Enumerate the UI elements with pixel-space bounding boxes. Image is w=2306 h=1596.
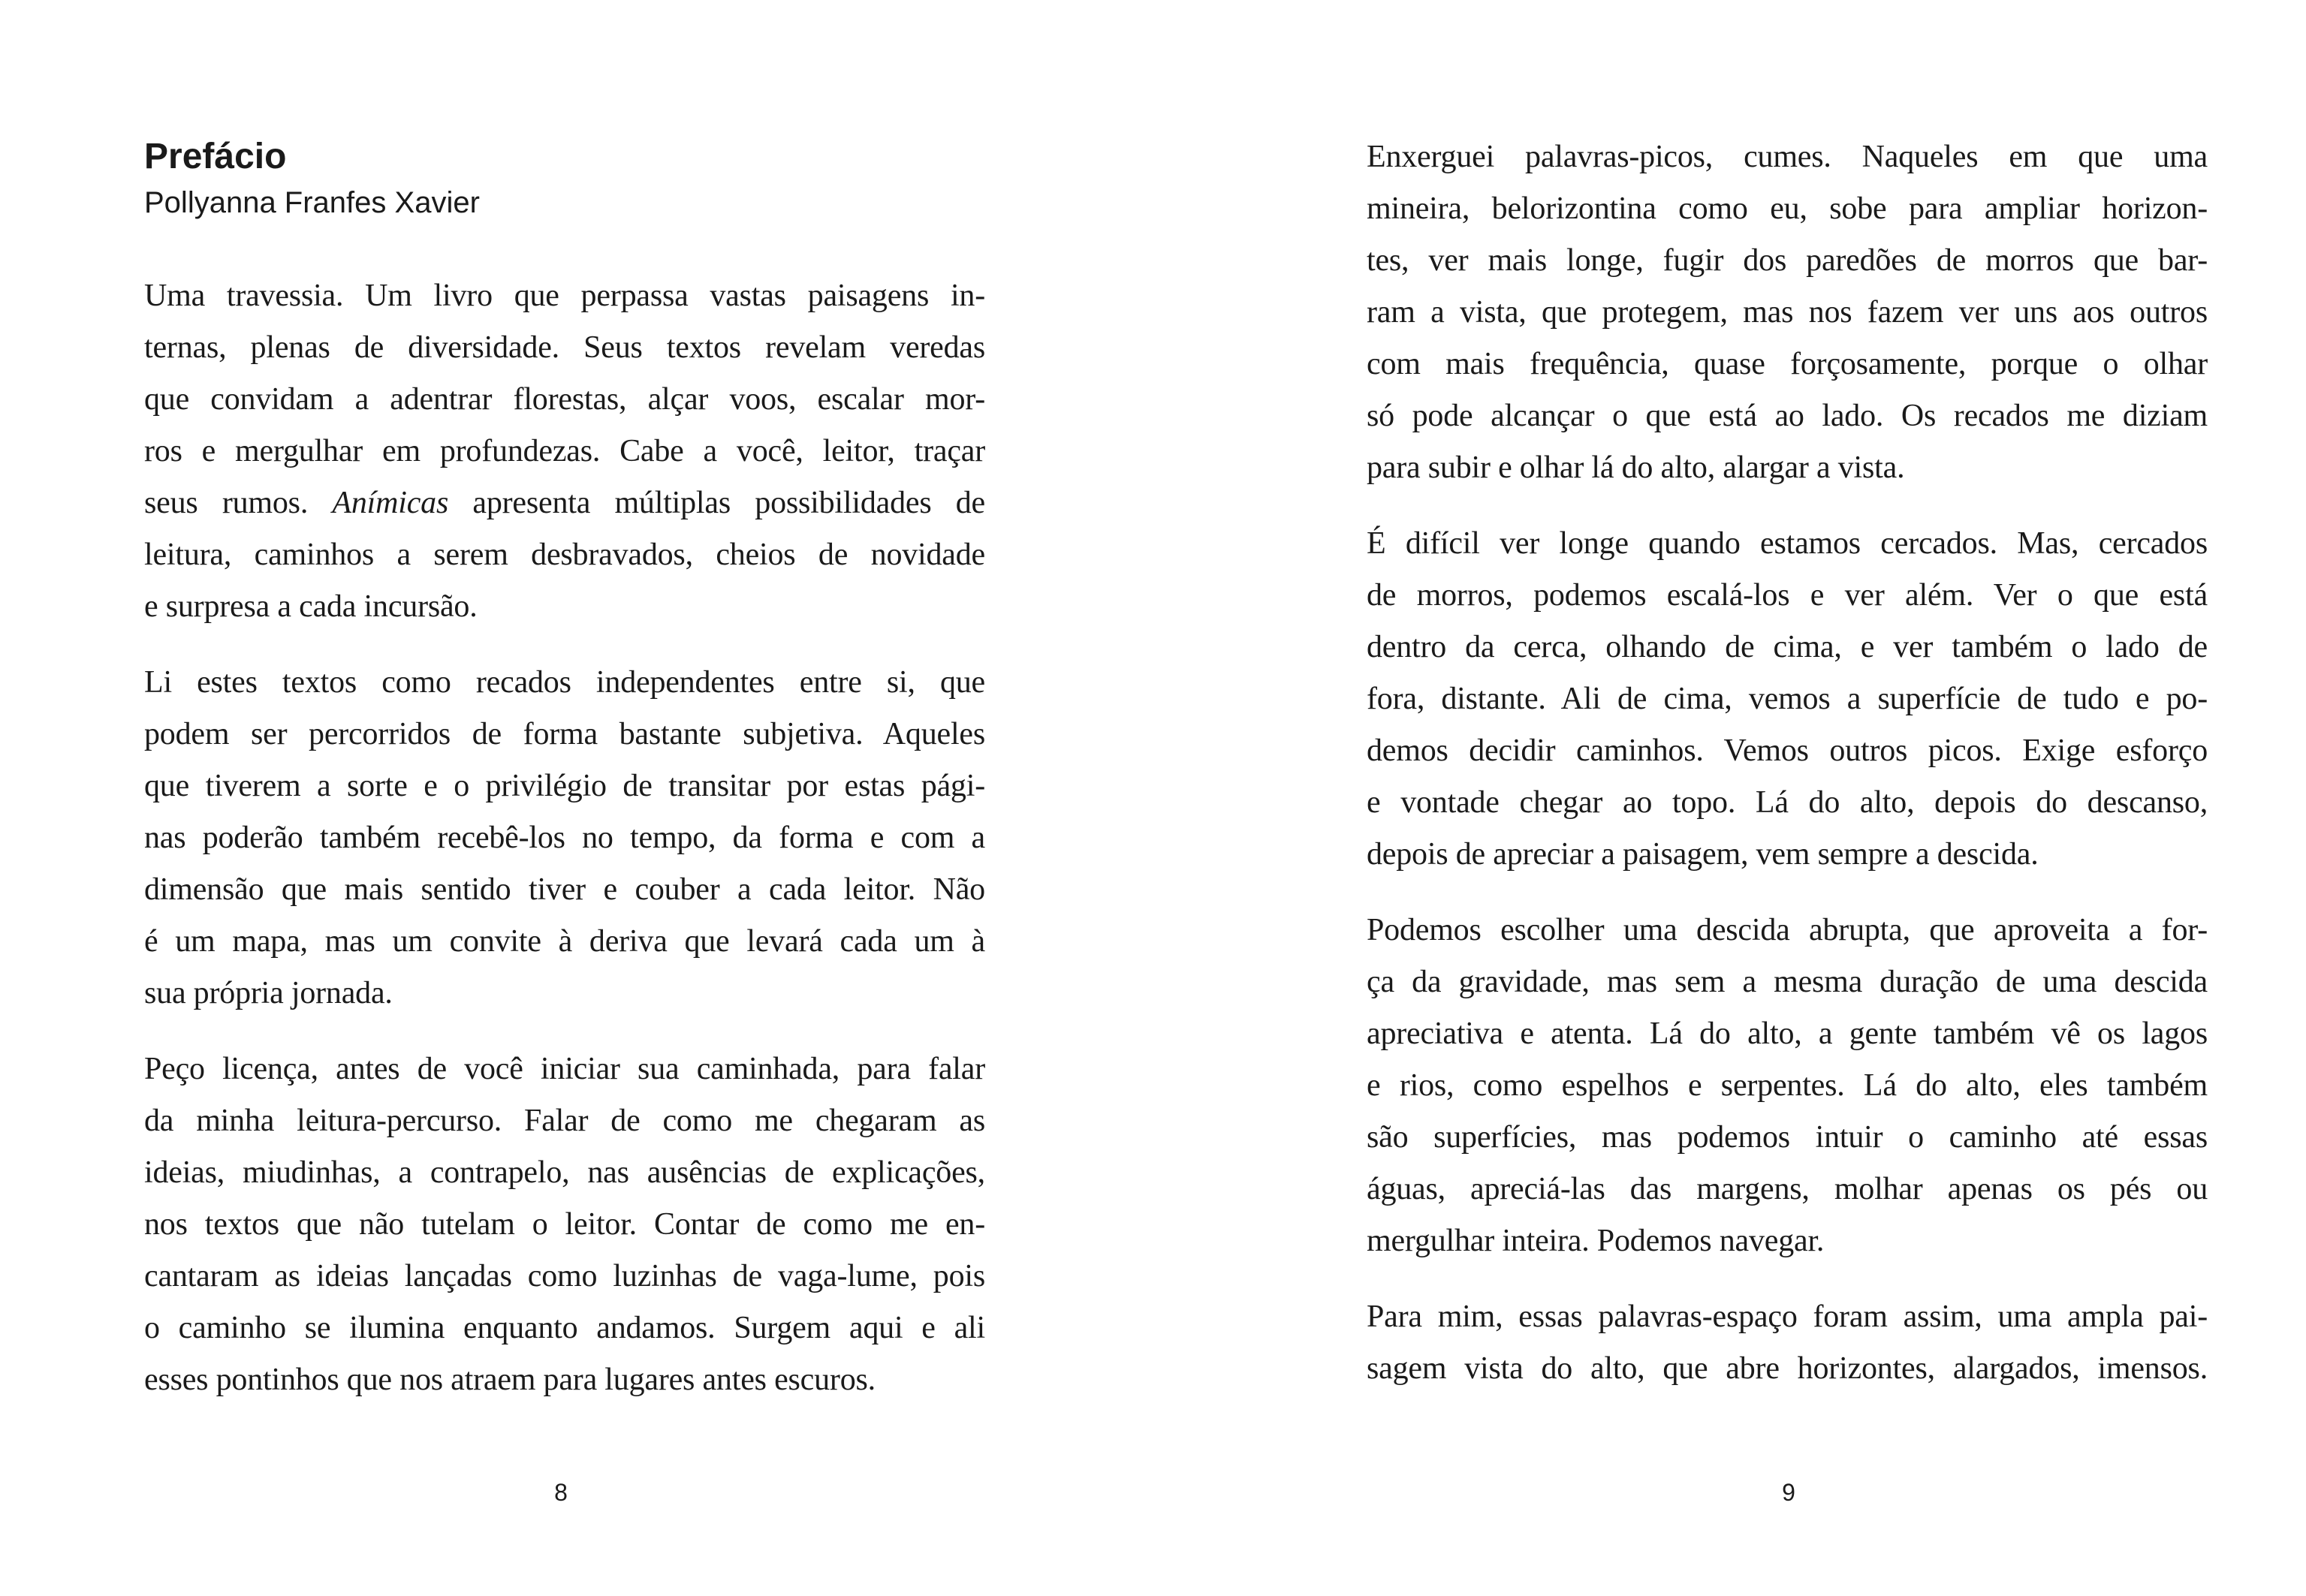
text-line: cantaram as ideias lançadas como luzinhas de vaga-lume, pois (144, 1258, 985, 1293)
text-line: é um mapa, mas um convite à deriva que levará cada um à (144, 923, 985, 959)
text-line: mineira, belorizontina como eu, sobe para ampliar horizon- (1367, 191, 2208, 226)
text-fragment: apresenta múltiplas possibilidades de (448, 485, 985, 520)
book-title-italic: Anímicas (332, 485, 449, 520)
text-line: sua própria jornada. (144, 975, 393, 1010)
text-line: são superfícies, mas podemos intuir o caminho até essas (1367, 1120, 2208, 1155)
text-line: ideias, miudinhas, a contrapelo, nas ausências de explicações, (144, 1155, 985, 1190)
text-line: Peço licença, antes de você iniciar sua caminhada, para falar (144, 1051, 985, 1086)
text-line: só pode alcançar o que está ao lado. Os recados me diziam (1367, 399, 2208, 433)
text-line: o caminho se ilumina enquanto andamos. Surgem aqui e ali (144, 1310, 985, 1345)
text-line: demos decidir caminhos. Vemos outros picos. Exige esforço (1367, 733, 2208, 768)
text-line (144, 477, 985, 529)
text-line: podem ser percorridos de forma bastante subjetiva. Aqueles (144, 716, 985, 751)
text-fragment: seus rumos. (144, 485, 333, 520)
text-line: mergulhar inteira. Podemos navegar. (1367, 1224, 1825, 1258)
right-page (1153, 0, 2306, 1596)
text-line: ternas, plenas de diversidade. Seus textos revelam veredas (144, 330, 985, 365)
paragraph (144, 1043, 985, 1406)
text-line: e surpresa a cada incursão. (144, 589, 478, 624)
text-line: tes, ver mais longe, fugir dos paredões de morros que bar- (1367, 243, 2208, 278)
text-line: nos textos que não tutelam o leitor. Contar de como me en- (144, 1206, 985, 1242)
text-line: leitura, caminhos a serem desbravados, cheios de novidade (144, 537, 985, 572)
text-line: da minha leitura-percurso. Falar de como me chegaram as (144, 1103, 985, 1138)
text-line: sagem vista do alto, que abre horizontes, alargados, imensos. (1367, 1351, 2208, 1386)
text-line: depois de apreciar a paisagem, vem sempre a descida. (1367, 837, 2039, 872)
text-line: É difícil ver longe quando estamos cercados. Mas, cercados (1367, 526, 2208, 561)
chapter-author: Pollyanna Franfes Xavier (144, 185, 480, 219)
text-line: ros e mergulhar em profundezas. Cabe a você, leitor, traçar (144, 433, 985, 468)
paragraph (1367, 131, 2208, 494)
text-line: dentro da cerca, olhando de cima, e ver também o lado de (1367, 630, 2208, 664)
paragraph (1367, 518, 2208, 881)
text-line: que convidam a adentrar florestas, alçar voos, escalar mor- (144, 381, 985, 417)
page-number: 9 (1782, 1479, 1795, 1506)
paragraph (144, 270, 985, 633)
text-line: esses pontinhos que nos atraem para lugares antes escuros. (144, 1362, 876, 1397)
text-line: Li estes textos como recados independentes entre si, que (144, 664, 985, 700)
text-line: e vontade chegar ao topo. Lá do alto, depois do descanso, (1367, 785, 2208, 820)
paragraph (1367, 1291, 2208, 1395)
text-line: e rios, como espelhos e serpentes. Lá do alto, eles também (1367, 1068, 2208, 1103)
text-line: Uma travessia. Um livro que perpassa vastas paisagens in- (144, 278, 985, 313)
paragraph (144, 657, 985, 1019)
text-line: apreciativa e atenta. Lá do alto, a gente também vê os lagos (1367, 1016, 2208, 1051)
text-line: de morros, podemos escalá-los e ver além. Ver o que está (1367, 578, 2208, 613)
text-line: para subir e olhar lá do alto, alargar a vista. (1367, 450, 1905, 485)
text-line: dimensão que mais sentido tiver e couber a cada leitor. Não (144, 872, 985, 907)
paragraph (1367, 905, 2208, 1267)
text-line: Podemos escolher uma descida abrupta, que aproveita a for- (1367, 913, 2208, 947)
text-line: Para mim, essas palavras-espaço foram assim, uma ampla pai- (1367, 1299, 2208, 1334)
page-number: 8 (554, 1479, 568, 1506)
text-line: águas, apreciá-las das margens, molhar apenas os pés ou (1367, 1172, 2208, 1206)
chapter-title: Prefácio (144, 137, 287, 176)
text-line: nas poderão também recebê-los no tempo, da forma e com a (144, 820, 985, 855)
text-line: ram a vista, que protegem, mas nos fazem ver uns aos outros (1367, 295, 2208, 330)
left-page-text (144, 135, 985, 1430)
right-page-text (1367, 131, 2208, 1419)
text-line: ça da gravidade, mas sem a mesma duração de uma descida (1367, 965, 2208, 999)
text-line: fora, distante. Ali de cima, vemos a superfície de tudo e po- (1367, 682, 2208, 716)
text-line: Enxerguei palavras-picos, cumes. Naqueles em que uma (1367, 140, 2208, 174)
text-line: que tiverem a sorte e o privilégio de transitar por estas pági- (144, 768, 985, 803)
text-line: com mais frequência, quase forçosamente, porque o olhar (1367, 347, 2208, 381)
